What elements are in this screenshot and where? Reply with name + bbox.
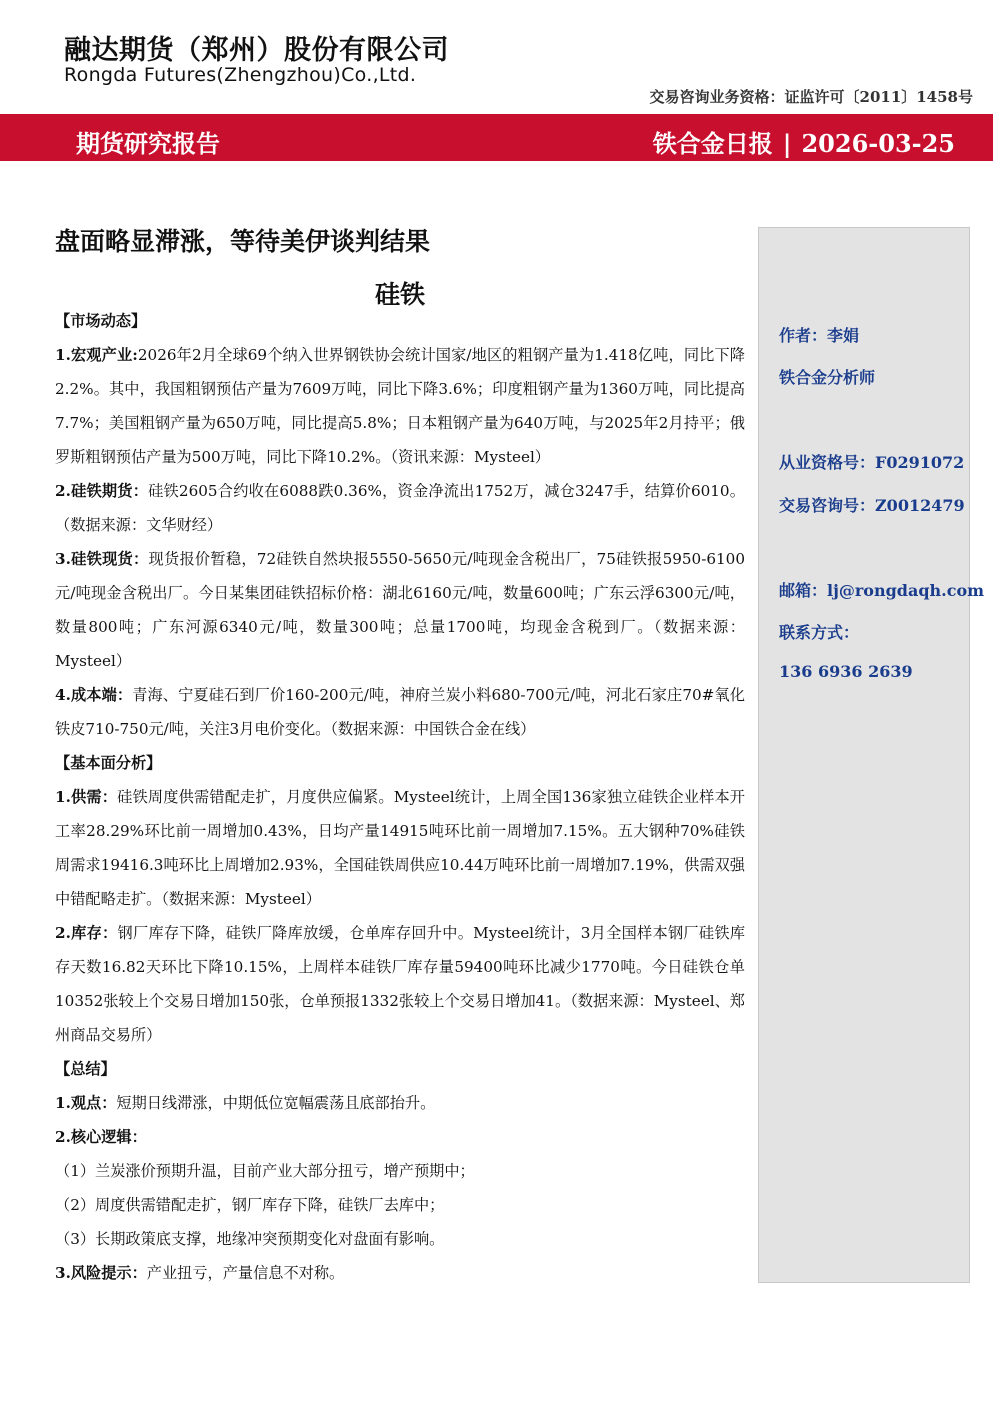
- paragraph-label: 1.宏观产业:: [55, 346, 138, 364]
- paragraph-text: 产业扭亏，产量信息不对称。: [146, 1264, 345, 1282]
- paragraph-risk: [55, 1256, 745, 1290]
- paragraph-label: 3.硅铁现货：: [55, 550, 149, 568]
- section-fundamentals: 【基本面分析】: [55, 754, 162, 772]
- report-banner: [0, 114, 993, 161]
- paragraph-label: 2.硅铁期货：: [55, 482, 149, 500]
- section-summary: 【总结】: [55, 1060, 116, 1078]
- paragraph-spot: [55, 542, 745, 678]
- paragraph-label: 2.核心逻辑：: [55, 1128, 147, 1146]
- logic-item-1: （1）兰炭涨价预期升温，目前产业大部分扭亏，增产预期中；: [55, 1162, 475, 1180]
- paragraph-label: 1.观点：: [55, 1094, 117, 1112]
- paragraph-supply-demand: [55, 780, 745, 916]
- paragraph-text: 现货报价暂稳，72硅铁自然块报5550-5650元/吨现金含税出厂，75硅铁报5950-6100元/吨现金含税出厂。今日某集团硅铁招标价格：湖北6160元/吨，数量600吨；广东云浮6300元/吨，数量800吨；广东河源6340元/吨，数量300吨；总量1700吨，均现金含税到厂。（数据来源：Mysteel）: [55, 550, 746, 670]
- report-name: 铁合金日报: [652, 129, 773, 158]
- qualification-number: 从业资格号：F0291072: [779, 453, 965, 472]
- report-headline: 盘面略显滞涨，等待美伊谈判结果: [55, 227, 431, 256]
- author-name: 作者：李娟: [779, 326, 860, 345]
- banner-category: 期货研究报告: [76, 129, 220, 158]
- logic-item-2: （2）周度供需错配走扩，钢厂库存下降，硅铁厂去库中；: [55, 1196, 445, 1214]
- author-sidebar: [758, 227, 985, 1283]
- banner-separator: |: [782, 129, 792, 158]
- paragraph-text: 钢厂库存下降，硅铁厂降库放缓，仓单库存回升中。Mysteel统计，3月全国样本钢厂硅铁库存天数16.82天环比下降10.15%，上周样本硅铁厂库存量59400吨环比减少1770吨。今日硅铁仓单10352张较上个交易日增加150张，仓单预报1332张较上个交易日增加41。（数据来源：Mysteel、郑州商品交易所）: [55, 924, 745, 1044]
- banner-report-info: [653, 124, 955, 159]
- contact-label: 联系方式：: [779, 623, 860, 642]
- author-email[interactable]: 邮箱：lj@rongdaqh.com: [779, 581, 985, 600]
- paragraph-label: 3.风险提示：: [55, 1264, 147, 1282]
- paragraph-label: 1.供需：: [55, 788, 118, 806]
- report-body: [55, 304, 745, 1290]
- report-subtitle: 硅铁: [374, 280, 425, 309]
- paragraph-text: 硅铁周度供需错配走扩，月度供应偏紧。Mysteel统计，上周全国136家独立硅铁企业样本开工率28.29%环比前一周增加0.43%，日均产量14915吨环比前一周增加7.15%。五大钢种70%硅铁周需求19416.3吨环比上周增加2.93%，全国硅铁周供应10.44万吨环比前一周增加7.19%，供需双强中错配略走扩。（数据来源：Mysteel）: [55, 788, 745, 908]
- logic-item-3: （3）长期政策底支撑，地缘冲突预期变化对盘面有影响。: [55, 1230, 445, 1248]
- company-name-en: Rongda Futures(Zhengzhou)Co.,Ltd.: [64, 64, 417, 86]
- paragraph-text: 短期日线滞涨，中期低位宽幅震荡且底部抬升。: [116, 1094, 436, 1112]
- paragraph-view: [55, 1086, 745, 1120]
- paragraph-cost: [55, 678, 745, 746]
- author-role: 铁合金分析师: [779, 368, 876, 387]
- paragraph-label: 4.成本端：: [55, 686, 133, 704]
- paragraph-macro: [55, 338, 745, 474]
- paragraph-futures: [55, 474, 745, 542]
- company-name-cn: 融达期货（郑州）股份有限公司: [64, 35, 449, 66]
- section-market: 【市场动态】: [55, 312, 147, 330]
- paragraph-text: 2026年2月全球69个纳入世界钢铁协会统计国家/地区的粗钢产量为1.418亿吨，同比下降2.2%。其中，我国粗钢预估产量为7609万吨，同比下降3.6%；印度粗钢产量为1360万吨，同比提高7.7%；美国粗钢产量为650万吨，同比提高5.8%；日本粗钢产量为640万吨，与2025年2月持平；俄罗斯粗钢预估产量为500万吨，同比下降10.2%。（资讯来源：Mysteel）: [55, 346, 745, 466]
- paragraph-text: 青海、宁夏硅石到厂价160-200元/吨，神府兰炭小料680-700元/吨，河北石家庄70#氧化铁皮710-750元/吨，关注3月电价变化。（数据来源：中国铁合金在线）: [55, 686, 745, 738]
- consult-number: 交易咨询号：Z0012479: [779, 496, 965, 515]
- paragraph-text: 硅铁2605合约收在6088跌0.36%，资金净流出1752万，减仓3247手，结算价6010。（数据来源：文华财经）: [55, 482, 745, 534]
- paragraph-inventory: [55, 916, 745, 1052]
- author-phone: 136 6936 2639: [779, 662, 913, 681]
- paragraph-label: 2.库存：: [55, 924, 118, 942]
- license-info: 交易咨询业务资格：证监许可〔2011〕1458号: [649, 88, 973, 106]
- paragraph-logic: [55, 1120, 745, 1154]
- report-date: 2026-03-25: [801, 129, 955, 158]
